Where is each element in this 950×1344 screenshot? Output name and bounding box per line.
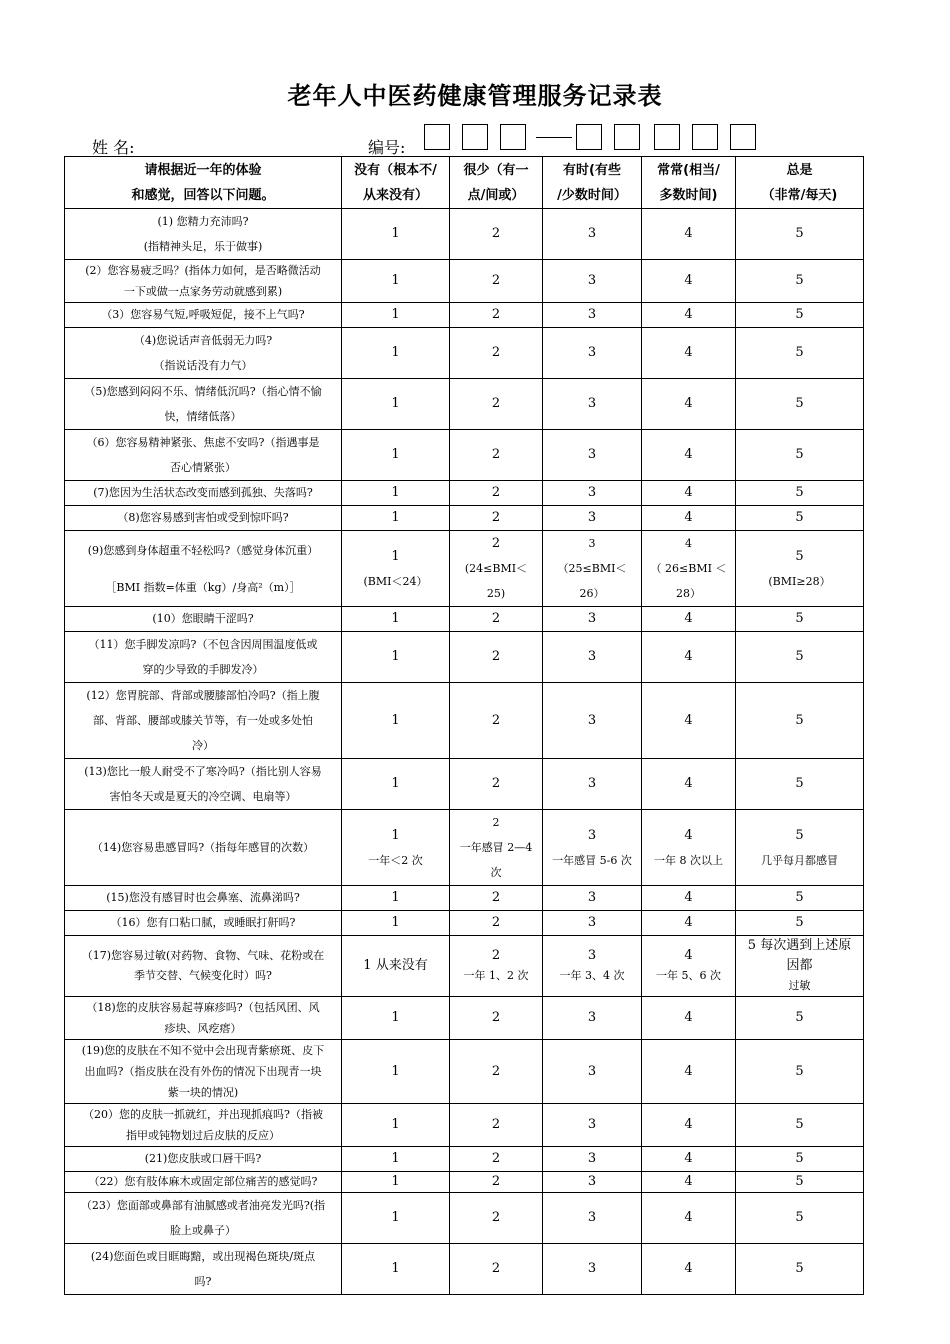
answer-option-4[interactable]: 4 （ 26≤BMI ＜ 28） xyxy=(642,531,736,607)
answer-option-4[interactable]: 4 xyxy=(642,607,736,632)
answer-option-3[interactable]: 3 xyxy=(543,1147,642,1172)
answer-option-1[interactable]: 1 xyxy=(342,886,450,911)
question-text: (2）您容易疲乏吗？(指体力如何，是否略微活动 一下或做一点家务劳动就感到累) xyxy=(65,260,342,303)
answer-option-4[interactable]: 4 xyxy=(642,430,736,481)
answer-option-3[interactable]: 3 xyxy=(543,209,642,260)
answer-option-5[interactable]: 5 xyxy=(736,209,864,260)
answer-option-1[interactable]: 1 xyxy=(342,911,450,936)
answer-option-3[interactable]: 3 xyxy=(543,607,642,632)
answer-option-5[interactable]: 5 xyxy=(736,506,864,531)
answer-option-3[interactable]: 3 xyxy=(543,683,642,759)
answer-option-2[interactable]: 2 xyxy=(450,303,543,328)
answer-option-1[interactable]: 1 一年＜2 次 xyxy=(342,810,450,886)
question-row xyxy=(65,430,864,481)
number-dash xyxy=(536,137,572,138)
answer-option-1[interactable]: 1 xyxy=(342,1193,450,1244)
form-title: 老年人中医药健康管理服务记录表 xyxy=(287,82,663,110)
answer-option-3[interactable]: 3 xyxy=(543,260,642,303)
answer-option-3[interactable]: 3 xyxy=(543,886,642,911)
answer-option-2[interactable]: 2 xyxy=(450,1104,543,1147)
number-box[interactable] xyxy=(462,124,488,150)
answer-option-2[interactable]: 2 xyxy=(450,1147,543,1172)
answer-option-4[interactable]: 4 xyxy=(642,911,736,936)
question-row xyxy=(65,506,864,531)
answer-option-1[interactable]: 1 xyxy=(342,607,450,632)
question-row xyxy=(65,911,864,936)
question-row xyxy=(65,531,864,607)
answer-option-3[interactable]: 3 xyxy=(543,1104,642,1147)
answer-option-2[interactable]: 2 xyxy=(450,632,543,683)
answer-option-5[interactable]: 5 xyxy=(736,759,864,810)
question-text: （20）您的皮肤一抓就红，并出现抓痕吗?（指被 指甲或钝物划过后皮肤的反应） xyxy=(65,1104,342,1147)
answer-option-2[interactable]: 2 xyxy=(450,379,543,430)
question-row xyxy=(65,1104,864,1147)
answer-option-3[interactable]: 3 xyxy=(543,506,642,531)
question-text: (19)您的皮肤在不知不觉中会出现青紫瘀斑、皮下 出血吗?（指皮肤在没有外伤的情况下出现青一块 紫一块的情况) xyxy=(65,1040,342,1104)
answer-option-1[interactable]: 1 (BMI＜24） xyxy=(342,531,450,607)
answer-option-1[interactable]: 1 xyxy=(342,632,450,683)
question-text: （14)您容易患感冒吗?（指每年感冒的次数） xyxy=(65,810,342,886)
answer-option-2[interactable]: 2 xyxy=(450,209,543,260)
answer-option-4[interactable]: 4 xyxy=(642,1040,736,1104)
number-box[interactable] xyxy=(730,124,756,150)
question-row xyxy=(65,1147,864,1172)
question-text: （6）您容易精神紧张、焦虑不安吗?（指遇事是 否心情紧张） xyxy=(65,430,342,481)
answer-option-2[interactable]: 2 xyxy=(450,607,543,632)
question-text: (21)您皮肤或口唇干吗? xyxy=(65,1147,342,1172)
question-row xyxy=(65,683,864,759)
answer-option-5[interactable]: 5 xyxy=(736,303,864,328)
question-text: (12）您胃脘部、背部或腰膝部怕冷吗?（指上腹 部、背部、腰部或膝关节等，有一处或多处怕 冷） xyxy=(65,683,342,759)
answer-option-3[interactable]: 3 xyxy=(543,379,642,430)
question-row xyxy=(65,810,864,886)
question-row xyxy=(65,886,864,911)
answer-option-2[interactable]: 2 xyxy=(450,506,543,531)
answer-option-5[interactable]: 5 每次遇到上述原因都 过敏 xyxy=(736,936,864,997)
name-label: 姓 名: xyxy=(92,138,135,157)
question-text: （22）您有肢体麻木或固定部位痛苦的感觉吗? xyxy=(65,1172,342,1193)
answer-option-2[interactable]: 2 (24≤BMI＜25) xyxy=(450,531,543,607)
answer-option-1[interactable]: 1 xyxy=(342,1147,450,1172)
answer-option-1[interactable]: 1 xyxy=(342,1244,450,1295)
answer-option-1[interactable]: 1 xyxy=(342,683,450,759)
number-box[interactable] xyxy=(424,124,450,150)
answer-option-2[interactable]: 2 xyxy=(450,481,543,506)
answer-option-1[interactable]: 1 xyxy=(342,260,450,303)
answer-option-4[interactable]: 4 xyxy=(642,1104,736,1147)
answer-option-3[interactable]: 3 xyxy=(543,1244,642,1295)
question-text: （16）您有口粘口腻，或睡眠打鼾吗? xyxy=(65,911,342,936)
answer-option-4[interactable]: 4 xyxy=(642,506,736,531)
answer-option-3[interactable]: 3 xyxy=(543,328,642,379)
answer-option-2[interactable]: 2 xyxy=(450,1244,543,1295)
answer-option-4[interactable]: 4 xyxy=(642,683,736,759)
header-row xyxy=(65,157,864,209)
number-label: 编号: xyxy=(368,138,406,157)
answer-option-1[interactable]: 1 xyxy=(342,328,450,379)
number-box[interactable] xyxy=(654,124,680,150)
number-box[interactable] xyxy=(692,124,718,150)
answer-option-2[interactable]: 2 xyxy=(450,328,543,379)
answer-option-2[interactable]: 2 xyxy=(450,997,543,1040)
question-row xyxy=(65,1040,864,1104)
question-text: (24)您面色或目眶晦黯，或出现褐色斑块/斑点 吗? xyxy=(65,1244,342,1295)
number-box[interactable] xyxy=(614,124,640,150)
answer-option-5[interactable]: 5 (BMI≥28） xyxy=(736,531,864,607)
question-row xyxy=(65,209,864,260)
answer-option-4[interactable]: 4 xyxy=(642,632,736,683)
answer-option-4[interactable]: 4 xyxy=(642,759,736,810)
question-row xyxy=(65,481,864,506)
answer-option-5[interactable]: 5 xyxy=(736,430,864,481)
header-col-often: 常常(相当/ 多数时间) xyxy=(642,157,736,209)
answer-option-5[interactable]: 5 xyxy=(736,481,864,506)
answer-option-2[interactable]: 2 xyxy=(450,683,543,759)
answer-option-3[interactable]: 3 xyxy=(543,481,642,506)
answer-option-1[interactable]: 1 xyxy=(342,379,450,430)
question-text: （23）您面部或鼻部有油腻感或者油亮发光吗?(指 脸上或鼻子） xyxy=(65,1193,342,1244)
answer-option-1[interactable]: 1 xyxy=(342,1040,450,1104)
answer-option-2[interactable]: 2 xyxy=(450,911,543,936)
answer-option-1[interactable]: 1 xyxy=(342,209,450,260)
answer-option-4[interactable]: 4 xyxy=(642,328,736,379)
question-text: （5)您感到闷闷不乐、情绪低沉吗?（指心情不愉 快，情绪低落） xyxy=(65,379,342,430)
question-row xyxy=(65,632,864,683)
question-text: (15)您没有感冒时也会鼻塞、流鼻涕吗? xyxy=(65,886,342,911)
header-col-never: 没有（根本不/ 从来没有） xyxy=(342,157,450,209)
question-row xyxy=(65,1172,864,1193)
answer-option-4[interactable]: 4 xyxy=(642,379,736,430)
answer-option-4[interactable]: 4 xyxy=(642,303,736,328)
answer-option-2[interactable]: 2 一年感冒 2—4 次 xyxy=(450,810,543,886)
answer-option-4[interactable]: 4 xyxy=(642,1172,736,1193)
question-text: （8)您容易感到害怕或受到惊吓吗? xyxy=(65,506,342,531)
question-text: (7)您因为生活状态改变而感到孤独、失落吗? xyxy=(65,481,342,506)
answer-option-3[interactable]: 3 xyxy=(543,911,642,936)
answer-option-3[interactable]: 3 xyxy=(543,1172,642,1193)
header-col-sometimes: 有时(有些 /少数时间） xyxy=(543,157,642,209)
answer-option-1[interactable]: 1 xyxy=(342,303,450,328)
answer-option-2[interactable]: 2 xyxy=(450,1040,543,1104)
answer-option-4[interactable]: 4 xyxy=(642,1193,736,1244)
answer-option-1[interactable]: 1 xyxy=(342,759,450,810)
question-row xyxy=(65,997,864,1040)
number-box[interactable] xyxy=(500,124,526,150)
question-text: (9)您感到身体超重不轻松吗?（感觉身体沉重） ［BMI 指数=体重（kg）/身高²（m）］ xyxy=(65,531,342,607)
answer-option-3[interactable]: 3 xyxy=(543,632,642,683)
question-row xyxy=(65,936,864,997)
question-text: （17)您容易过敏(对药物、食物、气味、花粉或在 季节交替、气候变化时）吗? xyxy=(65,936,342,997)
question-text: (10）您眼睛干涩吗? xyxy=(65,607,342,632)
question-text: （4)您说话声音低弱无力吗? （指说话没有力气） xyxy=(65,328,342,379)
answer-option-3[interactable]: 3 xyxy=(543,430,642,481)
question-row xyxy=(65,759,864,810)
answer-option-1[interactable]: 1 从来没有 xyxy=(342,936,450,997)
answer-option-3[interactable]: 3 xyxy=(543,1040,642,1104)
question-row xyxy=(65,607,864,632)
answer-option-5[interactable]: 5 xyxy=(736,632,864,683)
answer-option-2[interactable]: 2 xyxy=(450,1193,543,1244)
answer-option-5[interactable]: 5 xyxy=(736,683,864,759)
answer-option-1[interactable]: 1 xyxy=(342,1104,450,1147)
answer-option-4[interactable]: 4 xyxy=(642,997,736,1040)
question-row xyxy=(65,328,864,379)
answer-option-2[interactable]: 2 xyxy=(450,886,543,911)
answer-option-3[interactable]: 3 xyxy=(543,303,642,328)
answer-option-2[interactable]: 2 一年 1、2 次 xyxy=(450,936,543,997)
answer-option-5[interactable]: 5 xyxy=(736,328,864,379)
answer-option-5[interactable]: 5 xyxy=(736,1147,864,1172)
header-question: 请根据近一年的体验 和感觉，回答以下问题。 xyxy=(65,157,342,209)
answer-option-4[interactable]: 4 xyxy=(642,481,736,506)
answer-option-5[interactable]: 5 xyxy=(736,260,864,303)
question-row xyxy=(65,260,864,303)
answer-option-2[interactable]: 2 xyxy=(450,260,543,303)
question-row xyxy=(65,379,864,430)
answer-option-4[interactable]: 4 一年 5、6 次 xyxy=(642,936,736,997)
answer-option-5[interactable]: 5 xyxy=(736,1244,864,1295)
answer-option-5[interactable]: 5 xyxy=(736,997,864,1040)
answer-option-4[interactable]: 4 xyxy=(642,209,736,260)
question-row xyxy=(65,1244,864,1295)
answer-option-5[interactable]: 5 xyxy=(736,911,864,936)
number-box[interactable] xyxy=(576,124,602,150)
answer-option-2[interactable]: 2 xyxy=(450,430,543,481)
answer-option-1[interactable]: 1 xyxy=(342,481,450,506)
question-text: （3）您容易气短,呼吸短促，接不上气吗? xyxy=(65,303,342,328)
answer-option-2[interactable]: 2 xyxy=(450,1172,543,1193)
question-text: (13)您比一般人耐受不了寒冷吗?（指比别人容易 害怕冬天或是夏天的冷空调、电扇等） xyxy=(65,759,342,810)
answer-option-3[interactable]: 3 （25≤BMI＜ 26） xyxy=(543,531,642,607)
answer-option-5[interactable]: 5 xyxy=(736,379,864,430)
header-col-rarely: 很少（有一 点/间或） xyxy=(450,157,543,209)
answer-option-5[interactable]: 5 几乎每月都感冒 xyxy=(736,810,864,886)
answer-option-4[interactable]: 4 xyxy=(642,1244,736,1295)
question-row xyxy=(65,1193,864,1244)
question-text: （11）您手脚发凉吗?（不包含因周围温度低或 穿的少导致的手脚发冷） xyxy=(65,632,342,683)
answer-option-2[interactable]: 2 xyxy=(450,759,543,810)
answer-option-5[interactable]: 5 xyxy=(736,886,864,911)
answer-option-3[interactable]: 3 一年 3、4 次 xyxy=(543,936,642,997)
answer-option-5[interactable]: 5 xyxy=(736,1172,864,1193)
answer-option-1[interactable]: 1 xyxy=(342,997,450,1040)
answer-option-5[interactable]: 5 xyxy=(736,1040,864,1104)
answer-option-4[interactable]: 4 xyxy=(642,260,736,303)
answer-option-3[interactable]: 3 一年感冒 5-6 次 xyxy=(543,810,642,886)
question-text: (1) 您精力充沛吗? (指精神头足，乐于做事) xyxy=(65,209,342,260)
answer-option-4[interactable]: 4 xyxy=(642,1147,736,1172)
answer-option-3[interactable]: 3 xyxy=(543,997,642,1040)
question-row xyxy=(65,303,864,328)
header-col-always: 总是 （非常/每天) xyxy=(736,157,864,209)
answer-option-4[interactable]: 4 一年 8 次以上 xyxy=(642,810,736,886)
answer-option-1[interactable]: 1 xyxy=(342,430,450,481)
answer-option-5[interactable]: 5 xyxy=(736,607,864,632)
answer-option-1[interactable]: 1 xyxy=(342,506,450,531)
answer-option-3[interactable]: 3 xyxy=(543,1193,642,1244)
question-text: （18)您的皮肤容易起荨麻疹吗?（包括风团、风 疹块、风疙瘩） xyxy=(65,997,342,1040)
answer-option-3[interactable]: 3 xyxy=(543,759,642,810)
answer-option-5[interactable]: 5 xyxy=(736,1104,864,1147)
answer-option-4[interactable]: 4 xyxy=(642,886,736,911)
answer-option-1[interactable]: 1 xyxy=(342,1172,450,1193)
health-form-table xyxy=(64,156,864,1295)
answer-option-5[interactable]: 5 xyxy=(736,1193,864,1244)
